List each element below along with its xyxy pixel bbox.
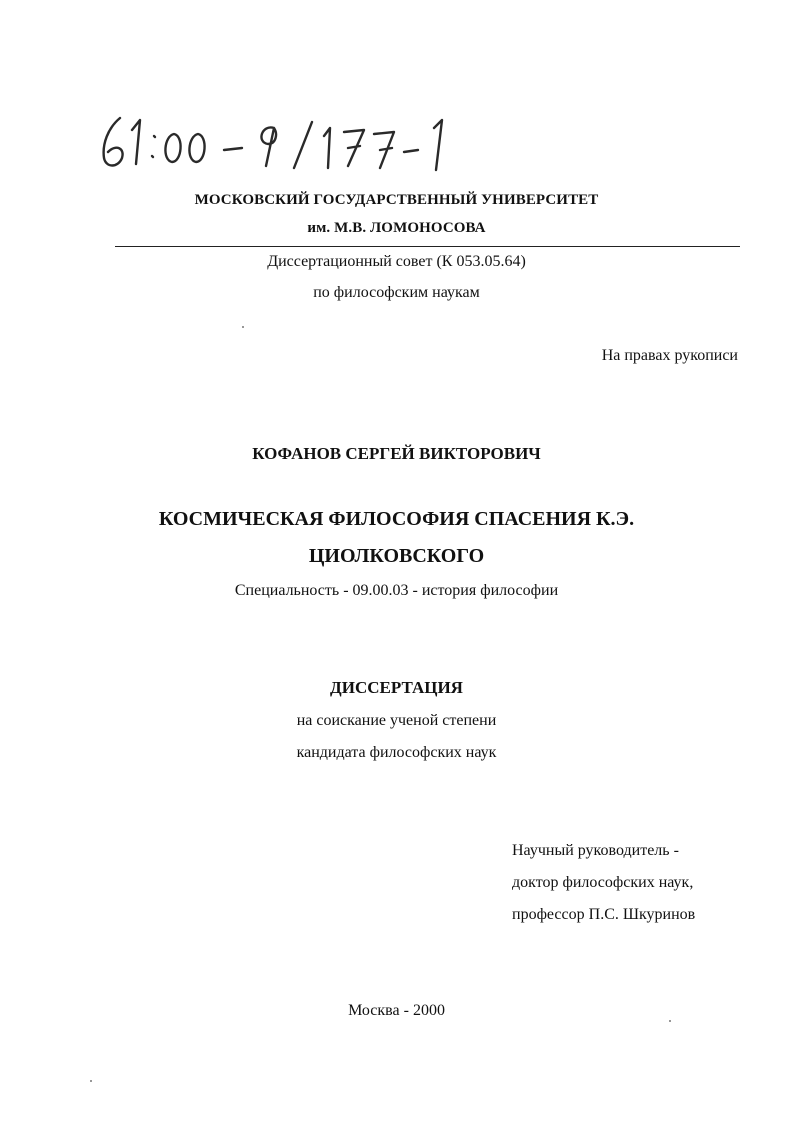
header-divider <box>115 246 740 247</box>
dissertation-council: Диссертационный совет (К 053.05.64) <box>267 253 526 270</box>
scan-speck <box>242 326 244 328</box>
handwritten-archive-code <box>98 112 458 174</box>
university-honorific: им. М.В. ЛОМОНОСОВА <box>307 220 486 236</box>
supervisor-degree: доктор философских наук, <box>512 874 694 891</box>
scan-speck <box>669 1020 671 1022</box>
author-name: КОФАНОВ СЕРГЕЙ ВИКТОРОВИЧ <box>252 444 541 463</box>
dissertation-title-line-1: КОСМИЧЕСКАЯ ФИЛОСОФИЯ СПАСЕНИЯ К.Э. <box>158 508 635 530</box>
manuscript-rights-note: На правах рукописи <box>601 347 738 364</box>
supervisor-label: Научный руководитель - <box>512 842 679 859</box>
scan-speck <box>90 1080 92 1082</box>
specialty: Специальность - 09.00.03 - история философии <box>234 582 559 599</box>
council-field: по философским наукам <box>313 284 480 301</box>
city-and-year: Москва - 2000 <box>348 1002 445 1019</box>
document-type-heading: ДИССЕРТАЦИЯ <box>330 678 463 697</box>
supervisor-name: профессор П.С. Шкуринов <box>512 906 696 923</box>
dissertation-title-line-2: ЦИОЛКОВСКОГО <box>308 545 485 567</box>
degree-name: кандидата философских наук <box>296 744 497 761</box>
university-name: МОСКОВСКИЙ ГОСУДАРСТВЕННЫЙ УНИВЕРСИТЕТ <box>194 192 599 208</box>
degree-purpose: на соискание ученой степени <box>296 712 497 729</box>
